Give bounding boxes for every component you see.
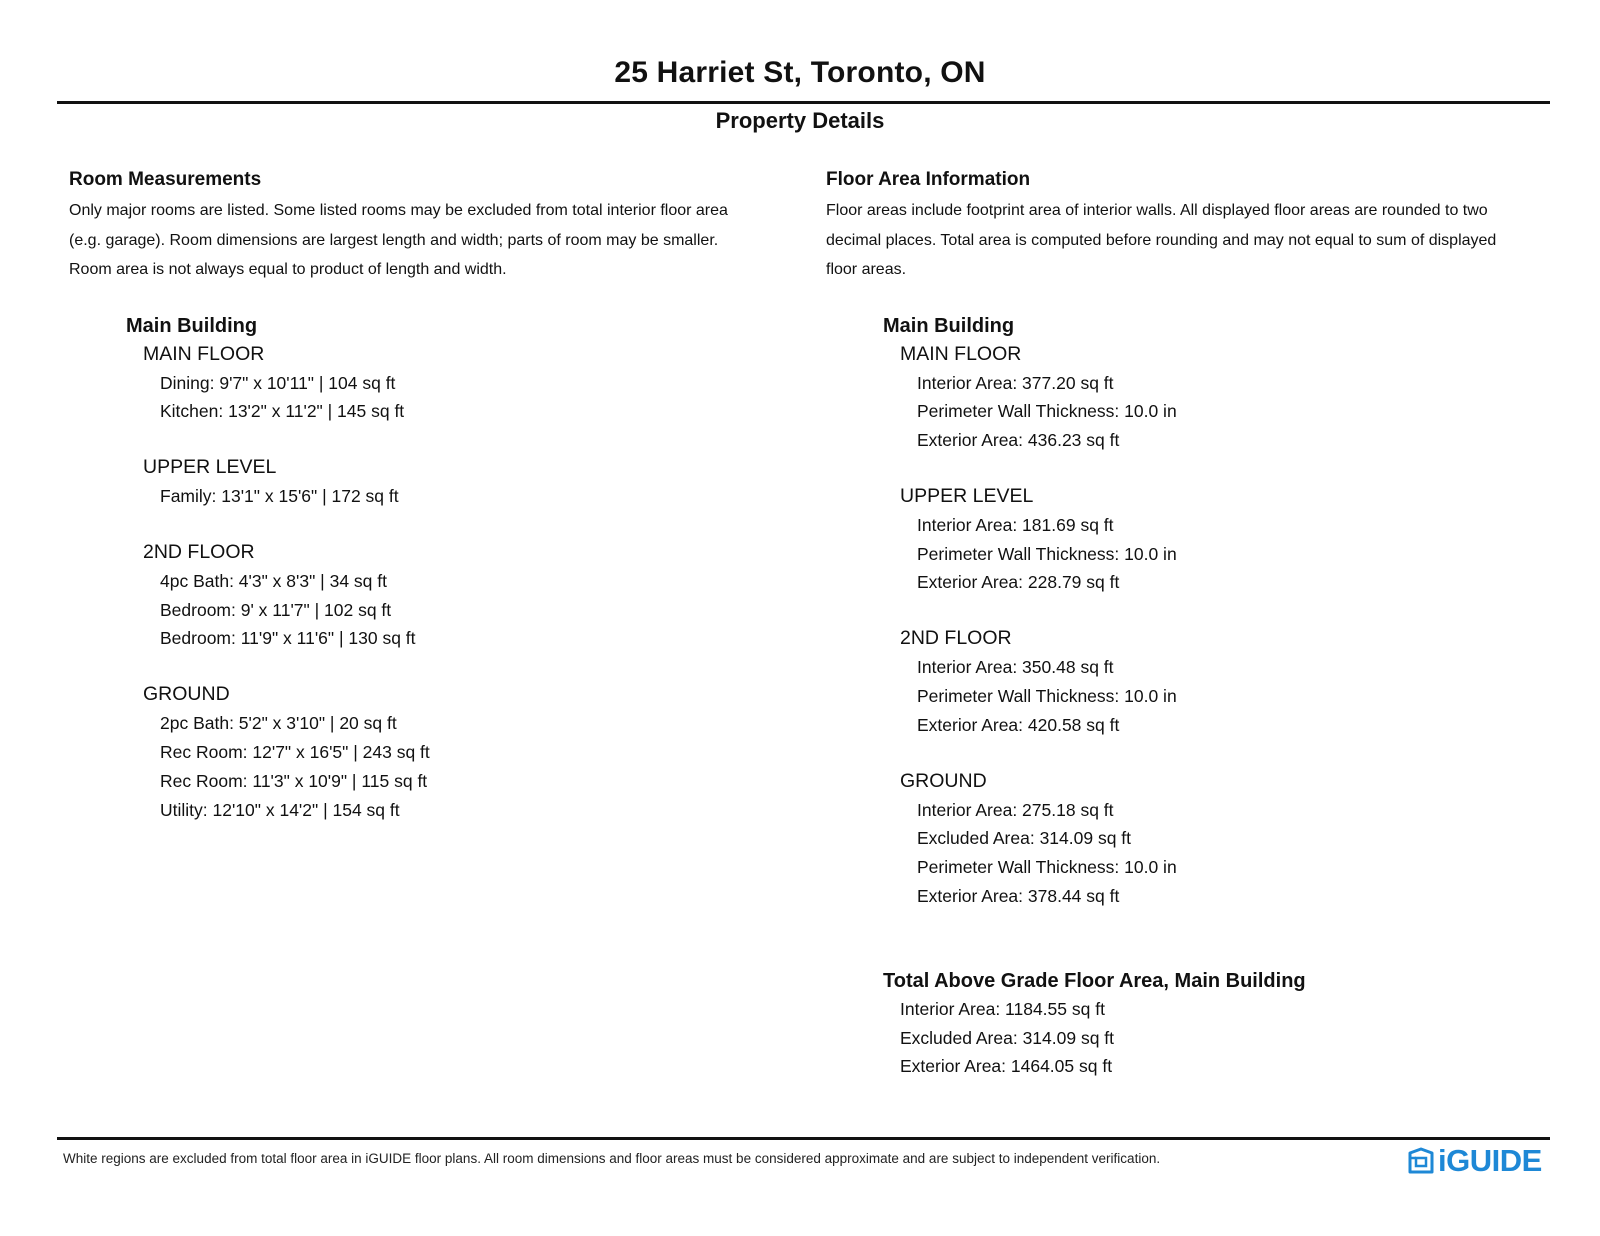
room-item: Bedroom: 11'9" x 11'6" | 130 sq ft bbox=[160, 628, 416, 649]
floor-area-heading: Floor Area Information bbox=[826, 169, 1031, 190]
area-item: Exterior Area: 420.58 sq ft bbox=[917, 714, 1120, 735]
note-line: Only major rooms are listed. Some listed rooms may be excluded from total interior floor area bbox=[69, 202, 728, 219]
floor-group bbox=[143, 538, 799, 653]
page-subtitle: Property Details bbox=[715, 108, 885, 133]
total-item: Interior Area: 1184.55 sq ft bbox=[900, 998, 1105, 1019]
iguide-logo bbox=[1407, 1143, 1542, 1179]
floor-group bbox=[143, 680, 799, 824]
floor-name: GROUND bbox=[143, 683, 230, 706]
room-item: Kitchen: 13'2" x 11'2" | 145 sq ft bbox=[160, 401, 405, 422]
room-item: Bedroom: 9' x 11'7" | 102 sq ft bbox=[160, 599, 392, 620]
room-tree bbox=[126, 312, 799, 825]
area-item: Perimeter Wall Thickness: 10.0 in bbox=[917, 857, 1177, 878]
note-line: decimal places. Total area is computed before rounding and may not equal to sum of displayed bbox=[826, 231, 1497, 249]
header-rule bbox=[57, 101, 1550, 104]
floor-name: UPPER LEVEL bbox=[143, 456, 277, 479]
area-item: Exterior Area: 228.79 sq ft bbox=[917, 572, 1120, 593]
building-name: Main Building bbox=[126, 314, 258, 337]
total-item: Excluded Area: 314.09 sq ft bbox=[900, 1027, 1115, 1048]
building-name: Main Building bbox=[883, 314, 1015, 337]
area-item: Exterior Area: 436.23 sq ft bbox=[917, 430, 1120, 451]
floor-name: MAIN FLOOR bbox=[900, 342, 1022, 365]
floor-group bbox=[143, 453, 799, 511]
area-item: Excluded Area: 314.09 sq ft bbox=[917, 828, 1132, 849]
room-item: 2pc Bath: 5'2" x 3'10" | 20 sq ft bbox=[160, 713, 397, 734]
floor-group bbox=[900, 767, 1566, 911]
floor-group bbox=[900, 340, 1566, 455]
floor-name: GROUND bbox=[900, 769, 987, 792]
area-item: Perimeter Wall Thickness: 10.0 in bbox=[917, 401, 1177, 422]
area-item: Interior Area: 181.69 sq ft bbox=[917, 514, 1114, 535]
floor-group bbox=[900, 482, 1566, 597]
area-item: Exterior Area: 378.44 sq ft bbox=[917, 886, 1120, 907]
room-item: Rec Room: 12'7" x 16'5" | 243 sq ft bbox=[160, 742, 430, 763]
room-measurements-note bbox=[69, 196, 799, 285]
footer-disclaimer: White regions are excluded from total floor area in iGUIDE floor plans. All room dimensions and floor areas must be considered approximate and are subject to independent verification. bbox=[63, 1151, 1161, 1166]
note-line: Room area is not always equal to product of length and width. bbox=[69, 261, 507, 278]
floor-group bbox=[143, 340, 799, 427]
house-icon bbox=[1407, 1147, 1435, 1175]
page-title: 25 Harriet St, Toronto, ON bbox=[614, 56, 986, 89]
room-item: Dining: 9'7" x 10'11" | 104 sq ft bbox=[160, 372, 396, 393]
area-item: Interior Area: 275.18 sq ft bbox=[917, 799, 1114, 820]
floor-name: 2ND FLOOR bbox=[143, 540, 255, 563]
area-item: Interior Area: 377.20 sq ft bbox=[917, 372, 1114, 393]
total-floor-area bbox=[883, 967, 1566, 1081]
total-item: Exterior Area: 1464.05 sq ft bbox=[900, 1056, 1113, 1077]
floor-group bbox=[900, 624, 1566, 739]
floor-name: 2ND FLOOR bbox=[900, 627, 1012, 650]
footer-rule bbox=[57, 1137, 1550, 1140]
floor-area-tree bbox=[883, 312, 1566, 1082]
note-line: (e.g. garage). Room dimensions are largest length and width; parts of room may be smaller. bbox=[69, 231, 719, 249]
floor-area-note bbox=[826, 196, 1566, 285]
area-item: Perimeter Wall Thickness: 10.0 in bbox=[917, 543, 1177, 564]
note-line: Floor areas include footprint area of interior walls. All displayed floor areas are rounded to two bbox=[826, 202, 1488, 219]
floor-name: MAIN FLOOR bbox=[143, 342, 265, 365]
total-heading: Total Above Grade Floor Area, Main Building bbox=[883, 969, 1306, 992]
floor-name: UPPER LEVEL bbox=[900, 484, 1034, 507]
room-item: Family: 13'1" x 15'6" | 172 sq ft bbox=[160, 486, 399, 507]
logo-text: iGUIDE bbox=[1438, 1143, 1542, 1178]
note-line: floor areas. bbox=[826, 261, 907, 278]
area-item: Perimeter Wall Thickness: 10.0 in bbox=[917, 686, 1177, 707]
room-item: Rec Room: 11'3" x 10'9" | 115 sq ft bbox=[160, 770, 428, 791]
room-measurements-section bbox=[69, 166, 799, 824]
room-measurements-heading: Room Measurements bbox=[69, 169, 262, 190]
floor-area-section bbox=[826, 166, 1566, 1081]
room-item: Utility: 12'10" x 14'2" | 154 sq ft bbox=[160, 799, 400, 820]
room-item: 4pc Bath: 4'3" x 8'3" | 34 sq ft bbox=[160, 570, 387, 591]
area-item: Interior Area: 350.48 sq ft bbox=[917, 657, 1114, 678]
